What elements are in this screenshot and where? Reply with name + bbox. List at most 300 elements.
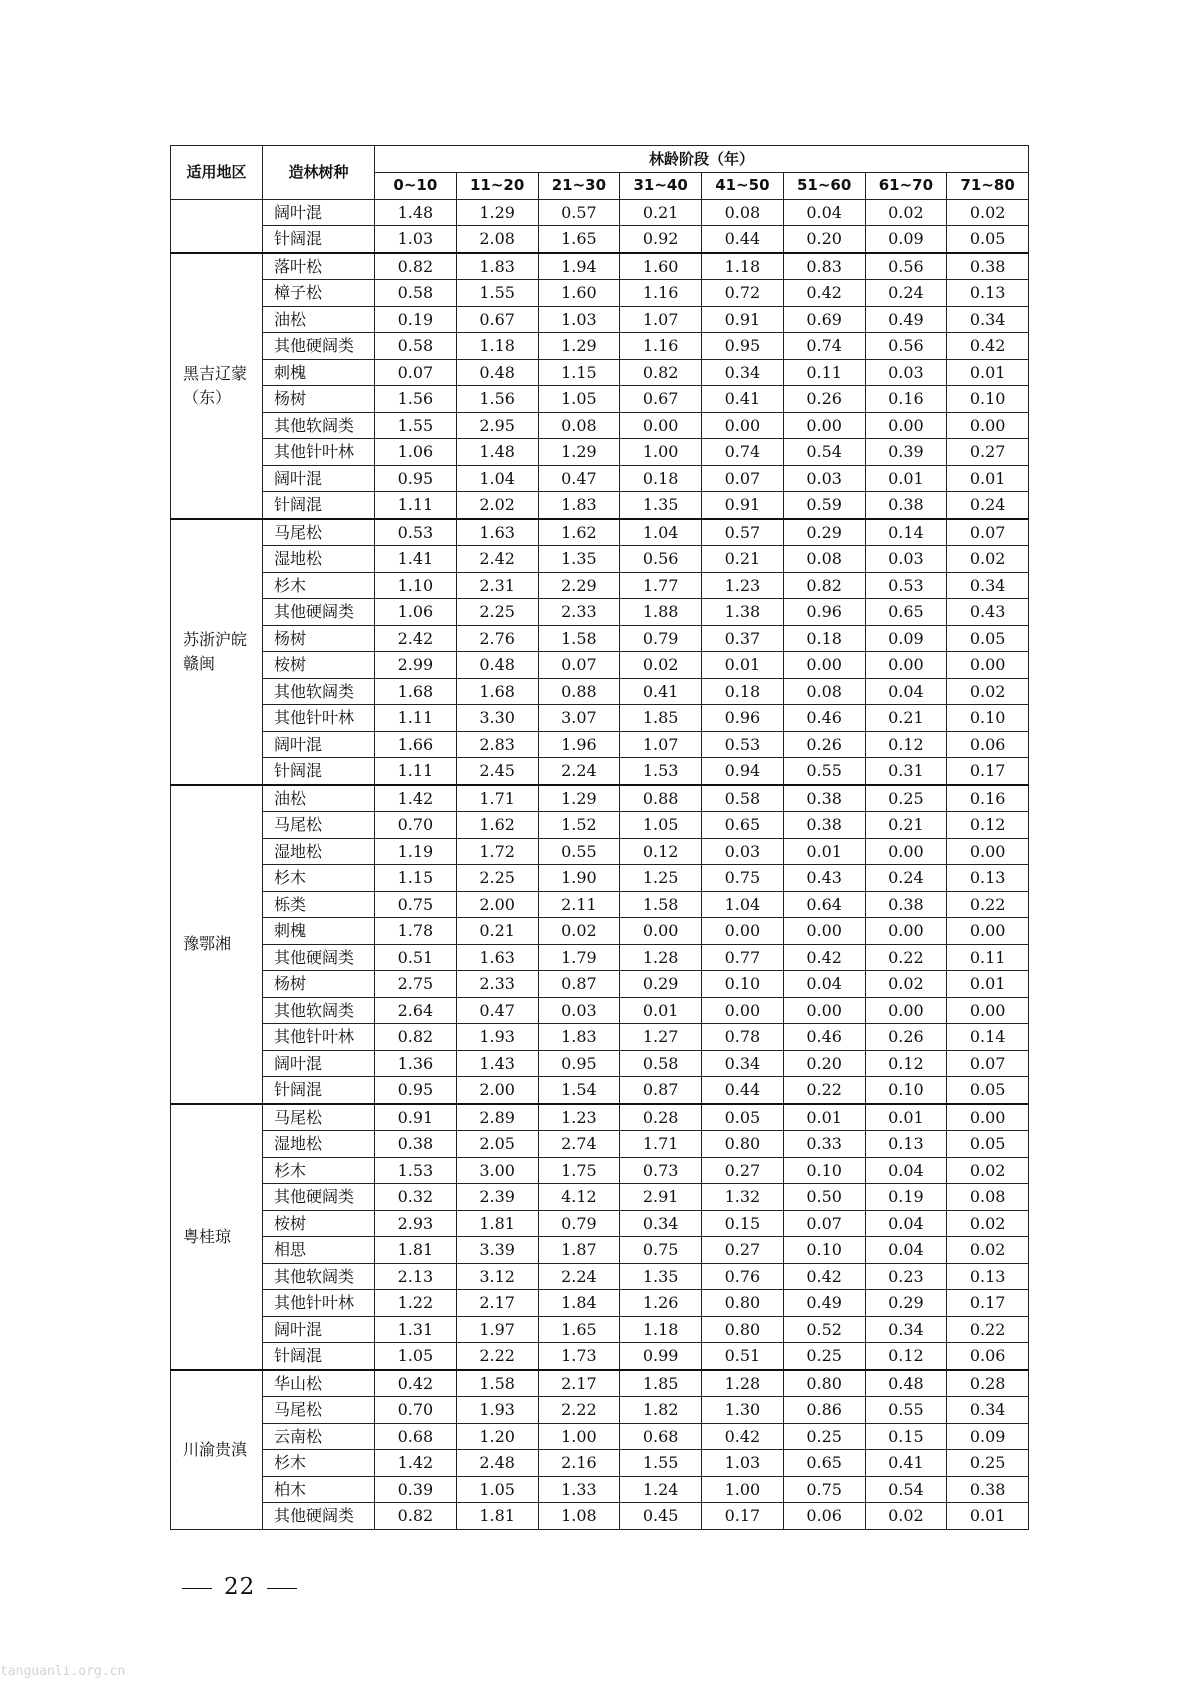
value-cell: 1.03	[702, 1450, 784, 1477]
value-cell: 0.01	[865, 1104, 947, 1131]
value-cell: 0.17	[947, 758, 1029, 785]
value-cell: 1.33	[538, 1476, 620, 1503]
value-cell: 2.17	[538, 1370, 620, 1397]
value-cell: 1.55	[620, 1450, 702, 1477]
value-cell: 1.71	[456, 785, 538, 812]
value-cell: 2.33	[538, 599, 620, 626]
value-cell: 1.75	[538, 1157, 620, 1184]
value-cell: 1.72	[456, 838, 538, 865]
species-cell: 其他硬阔类	[263, 1184, 375, 1211]
value-cell: 2.64	[375, 997, 457, 1024]
value-cell: 1.60	[620, 253, 702, 280]
value-cell: 3.07	[538, 705, 620, 732]
value-cell: 0.73	[620, 1157, 702, 1184]
value-cell: 1.41	[375, 546, 457, 573]
species-cell: 阔叶混	[263, 465, 375, 492]
value-cell: 0.69	[783, 306, 865, 333]
value-cell: 2.42	[375, 625, 457, 652]
value-cell: 0.54	[865, 1476, 947, 1503]
value-cell: 0.13	[947, 1263, 1029, 1290]
value-cell: 1.77	[620, 572, 702, 599]
value-cell: 0.00	[947, 997, 1029, 1024]
value-cell: 2.42	[456, 546, 538, 573]
value-cell: 0.39	[375, 1476, 457, 1503]
value-cell: 0.43	[947, 599, 1029, 626]
value-cell: 0.19	[375, 306, 457, 333]
value-cell: 0.26	[783, 386, 865, 413]
value-cell: 1.82	[620, 1397, 702, 1424]
value-cell: 0.82	[375, 1024, 457, 1051]
value-cell: 0.03	[783, 465, 865, 492]
value-cell: 2.45	[456, 758, 538, 785]
value-cell: 0.24	[865, 280, 947, 307]
species-cell: 其他硬阔类	[263, 333, 375, 360]
value-cell: 2.74	[538, 1131, 620, 1158]
species-cell: 杨树	[263, 971, 375, 998]
value-cell: 0.28	[620, 1104, 702, 1131]
value-cell: 0.07	[947, 1050, 1029, 1077]
value-cell: 0.00	[783, 412, 865, 439]
value-cell: 1.16	[620, 280, 702, 307]
value-cell: 3.12	[456, 1263, 538, 1290]
value-cell: 0.49	[783, 1290, 865, 1317]
table-row	[171, 439, 1029, 466]
value-cell: 1.16	[620, 333, 702, 360]
value-cell: 0.01	[947, 1503, 1029, 1530]
value-cell: 0.14	[865, 519, 947, 546]
value-cell: 1.79	[538, 944, 620, 971]
value-cell: 0.01	[620, 997, 702, 1024]
value-cell: 0.53	[702, 731, 784, 758]
value-cell: 0.94	[702, 758, 784, 785]
value-cell: 0.07	[538, 652, 620, 679]
value-cell: 0.17	[702, 1503, 784, 1530]
value-cell: 0.95	[702, 333, 784, 360]
value-cell: 1.03	[375, 226, 457, 253]
header-age-bin: 51~60	[783, 173, 865, 200]
value-cell: 1.00	[702, 1476, 784, 1503]
value-cell: 0.31	[865, 758, 947, 785]
value-cell: 0.58	[375, 333, 457, 360]
table-row	[171, 359, 1029, 386]
value-cell: 1.25	[620, 865, 702, 892]
value-cell: 2.39	[456, 1184, 538, 1211]
value-cell: 0.55	[783, 758, 865, 785]
value-cell: 1.20	[456, 1423, 538, 1450]
value-cell: 0.02	[947, 1210, 1029, 1237]
value-cell: 1.84	[538, 1290, 620, 1317]
value-cell: 2.95	[456, 412, 538, 439]
value-cell: 0.29	[865, 1290, 947, 1317]
value-cell: 1.11	[375, 758, 457, 785]
header-age-bin: 11~20	[456, 173, 538, 200]
value-cell: 0.39	[865, 439, 947, 466]
value-cell: 0.25	[865, 785, 947, 812]
value-cell: 3.39	[456, 1237, 538, 1264]
value-cell: 1.10	[375, 572, 457, 599]
value-cell: 0.21	[865, 705, 947, 732]
value-cell: 1.38	[702, 599, 784, 626]
value-cell: 0.38	[947, 1476, 1029, 1503]
species-cell: 华山松	[263, 1370, 375, 1397]
value-cell: 0.88	[620, 785, 702, 812]
value-cell: 0.00	[783, 652, 865, 679]
value-cell: 0.12	[620, 838, 702, 865]
species-cell: 其他软阔类	[263, 997, 375, 1024]
value-cell: 4.12	[538, 1184, 620, 1211]
value-cell: 1.48	[375, 199, 457, 226]
value-cell: 0.02	[947, 678, 1029, 705]
value-cell: 0.16	[865, 386, 947, 413]
value-cell: 1.53	[620, 758, 702, 785]
value-cell: 0.38	[865, 891, 947, 918]
value-cell: 0.00	[947, 918, 1029, 945]
value-cell: 1.71	[620, 1131, 702, 1158]
value-cell: 0.00	[620, 412, 702, 439]
value-cell: 2.02	[456, 492, 538, 519]
value-cell: 0.22	[783, 1077, 865, 1104]
value-cell: 0.08	[947, 1184, 1029, 1211]
value-cell: 0.12	[947, 812, 1029, 839]
table-row	[171, 997, 1029, 1024]
value-cell: 1.53	[375, 1157, 457, 1184]
value-cell: 1.60	[538, 280, 620, 307]
region-cell: 川渝贵滇	[171, 1370, 263, 1530]
header-age-bin: 21~30	[538, 173, 620, 200]
value-cell: 0.51	[375, 944, 457, 971]
table-row	[171, 918, 1029, 945]
page-number-text: 22	[224, 1574, 256, 1600]
value-cell: 1.81	[375, 1237, 457, 1264]
value-cell: 0.83	[783, 253, 865, 280]
value-cell: 0.65	[702, 812, 784, 839]
value-cell: 1.55	[375, 412, 457, 439]
species-cell: 杨树	[263, 386, 375, 413]
value-cell: 0.37	[702, 625, 784, 652]
value-cell: 0.21	[620, 199, 702, 226]
value-cell: 0.18	[783, 625, 865, 652]
value-cell: 0.38	[783, 812, 865, 839]
value-cell: 0.08	[783, 546, 865, 573]
value-cell: 0.95	[538, 1050, 620, 1077]
value-cell: 1.55	[456, 280, 538, 307]
value-cell: 0.79	[620, 625, 702, 652]
value-cell: 0.38	[865, 492, 947, 519]
value-cell: 1.35	[620, 1263, 702, 1290]
value-cell: 0.00	[947, 652, 1029, 679]
table-body	[171, 199, 1029, 1529]
table-row	[171, 678, 1029, 705]
value-cell: 2.22	[538, 1397, 620, 1424]
value-cell: 0.64	[783, 891, 865, 918]
header-region: 适用地区	[171, 146, 263, 200]
value-cell: 1.87	[538, 1237, 620, 1264]
table-header	[171, 146, 1029, 200]
value-cell: 0.47	[456, 997, 538, 1024]
value-cell: 0.42	[375, 1370, 457, 1397]
value-cell: 1.04	[456, 465, 538, 492]
value-cell: 1.90	[538, 865, 620, 892]
value-cell: 0.00	[947, 838, 1029, 865]
value-cell: 0.24	[947, 492, 1029, 519]
value-cell: 0.68	[375, 1423, 457, 1450]
value-cell: 1.43	[456, 1050, 538, 1077]
species-cell: 柏木	[263, 1476, 375, 1503]
value-cell: 2.91	[620, 1184, 702, 1211]
value-cell: 0.21	[702, 546, 784, 573]
value-cell: 1.58	[620, 891, 702, 918]
value-cell: 1.15	[538, 359, 620, 386]
species-cell: 杉木	[263, 865, 375, 892]
header-species: 造林树种	[263, 146, 375, 200]
value-cell: 0.02	[947, 546, 1029, 573]
value-cell: 1.81	[456, 1210, 538, 1237]
region-cell	[171, 199, 263, 253]
species-cell: 杉木	[263, 572, 375, 599]
value-cell: 2.89	[456, 1104, 538, 1131]
table-row	[171, 1423, 1029, 1450]
value-cell: 0.50	[783, 1184, 865, 1211]
value-cell: 0.65	[865, 599, 947, 626]
table-row	[171, 838, 1029, 865]
value-cell: 1.28	[620, 944, 702, 971]
table-row	[171, 412, 1029, 439]
value-cell: 0.09	[865, 226, 947, 253]
value-cell: 0.88	[538, 678, 620, 705]
table-row	[171, 333, 1029, 360]
value-cell: 0.58	[620, 1050, 702, 1077]
value-cell: 0.01	[702, 652, 784, 679]
value-cell: 0.38	[375, 1131, 457, 1158]
value-cell: 1.05	[620, 812, 702, 839]
value-cell: 0.34	[947, 572, 1029, 599]
species-cell: 阔叶混	[263, 1316, 375, 1343]
value-cell: 0.15	[865, 1423, 947, 1450]
value-cell: 0.01	[947, 465, 1029, 492]
value-cell: 0.68	[620, 1423, 702, 1450]
value-cell: 1.31	[375, 1316, 457, 1343]
value-cell: 0.04	[865, 678, 947, 705]
species-cell: 杉木	[263, 1157, 375, 1184]
value-cell: 0.70	[375, 1397, 457, 1424]
value-cell: 0.00	[947, 412, 1029, 439]
value-cell: 0.70	[375, 812, 457, 839]
value-cell: 0.74	[783, 333, 865, 360]
value-cell: 1.00	[538, 1423, 620, 1450]
value-cell: 0.28	[947, 1370, 1029, 1397]
value-cell: 0.27	[947, 439, 1029, 466]
value-cell: 2.16	[538, 1450, 620, 1477]
value-cell: 0.29	[620, 971, 702, 998]
value-cell: 1.03	[538, 306, 620, 333]
value-cell: 1.29	[538, 785, 620, 812]
value-cell: 0.77	[702, 944, 784, 971]
table-row	[171, 1370, 1029, 1397]
value-cell: 0.48	[456, 652, 538, 679]
value-cell: 0.09	[865, 625, 947, 652]
value-cell: 0.14	[947, 1024, 1029, 1051]
region-cell: 豫鄂湘	[171, 785, 263, 1104]
value-cell: 0.07	[947, 519, 1029, 546]
species-cell: 其他硬阔类	[263, 1503, 375, 1530]
table-row	[171, 465, 1029, 492]
table-row	[171, 492, 1029, 519]
value-cell: 0.82	[620, 359, 702, 386]
value-cell: 0.52	[783, 1316, 865, 1343]
carbon-coefficient-table	[170, 145, 1029, 1530]
value-cell: 1.62	[538, 519, 620, 546]
page-dash-left	[182, 1588, 212, 1589]
value-cell: 1.83	[538, 1024, 620, 1051]
value-cell: 0.18	[620, 465, 702, 492]
value-cell: 0.34	[865, 1316, 947, 1343]
value-cell: 2.83	[456, 731, 538, 758]
value-cell: 0.07	[375, 359, 457, 386]
value-cell: 0.25	[783, 1423, 865, 1450]
value-cell: 0.44	[702, 1077, 784, 1104]
value-cell: 0.04	[783, 971, 865, 998]
value-cell: 0.58	[702, 785, 784, 812]
value-cell: 0.13	[947, 865, 1029, 892]
value-cell: 0.00	[865, 412, 947, 439]
value-cell: 0.12	[865, 1050, 947, 1077]
value-cell: 0.26	[865, 1024, 947, 1051]
value-cell: 3.30	[456, 705, 538, 732]
species-cell: 其他针叶林	[263, 705, 375, 732]
value-cell: 1.35	[538, 546, 620, 573]
value-cell: 0.00	[865, 838, 947, 865]
species-cell: 针阔混	[263, 1077, 375, 1104]
value-cell: 1.18	[702, 253, 784, 280]
value-cell: 0.54	[783, 439, 865, 466]
value-cell: 0.12	[865, 1343, 947, 1370]
value-cell: 0.56	[865, 333, 947, 360]
value-cell: 0.10	[783, 1157, 865, 1184]
value-cell: 0.91	[702, 306, 784, 333]
value-cell: 0.99	[620, 1343, 702, 1370]
table-row	[171, 1104, 1029, 1131]
value-cell: 0.00	[865, 652, 947, 679]
value-cell: 0.11	[947, 944, 1029, 971]
value-cell: 1.63	[456, 944, 538, 971]
page-dash-right	[267, 1588, 297, 1589]
value-cell: 0.01	[947, 359, 1029, 386]
value-cell: 0.02	[947, 1157, 1029, 1184]
value-cell: 0.27	[702, 1237, 784, 1264]
value-cell: 1.88	[620, 599, 702, 626]
value-cell: 2.25	[456, 865, 538, 892]
value-cell: 0.27	[702, 1157, 784, 1184]
value-cell: 1.29	[456, 199, 538, 226]
value-cell: 0.43	[783, 865, 865, 892]
table-row	[171, 386, 1029, 413]
value-cell: 0.10	[865, 1077, 947, 1104]
value-cell: 0.01	[947, 971, 1029, 998]
species-cell: 马尾松	[263, 812, 375, 839]
species-cell: 湿地松	[263, 838, 375, 865]
species-cell: 其他软阔类	[263, 1263, 375, 1290]
value-cell: 0.04	[865, 1210, 947, 1237]
species-cell: 落叶松	[263, 253, 375, 280]
value-cell: 0.06	[947, 1343, 1029, 1370]
value-cell: 2.00	[456, 1077, 538, 1104]
value-cell: 0.25	[783, 1343, 865, 1370]
value-cell: 2.00	[456, 891, 538, 918]
value-cell: 0.15	[702, 1210, 784, 1237]
value-cell: 0.59	[783, 492, 865, 519]
species-cell: 湿地松	[263, 1131, 375, 1158]
value-cell: 0.55	[538, 838, 620, 865]
value-cell: 2.99	[375, 652, 457, 679]
value-cell: 0.65	[783, 1450, 865, 1477]
species-cell: 油松	[263, 785, 375, 812]
value-cell: 1.65	[538, 226, 620, 253]
value-cell: 0.02	[865, 1503, 947, 1530]
table-row	[171, 599, 1029, 626]
species-cell: 阔叶混	[263, 199, 375, 226]
value-cell: 1.42	[375, 1450, 457, 1477]
value-cell: 0.75	[620, 1237, 702, 1264]
value-cell: 0.08	[538, 412, 620, 439]
value-cell: 1.32	[702, 1184, 784, 1211]
species-cell: 其他硬阔类	[263, 599, 375, 626]
value-cell: 1.78	[375, 918, 457, 945]
table-row	[171, 865, 1029, 892]
species-cell: 樟子松	[263, 280, 375, 307]
value-cell: 1.68	[456, 678, 538, 705]
value-cell: 0.87	[538, 971, 620, 998]
value-cell: 0.56	[620, 546, 702, 573]
value-cell: 0.00	[947, 1104, 1029, 1131]
value-cell: 0.80	[702, 1131, 784, 1158]
value-cell: 2.75	[375, 971, 457, 998]
value-cell: 1.22	[375, 1290, 457, 1317]
table-row	[171, 971, 1029, 998]
value-cell: 0.20	[783, 1050, 865, 1077]
table-row	[171, 306, 1029, 333]
value-cell: 0.41	[702, 386, 784, 413]
value-cell: 0.00	[702, 412, 784, 439]
table-row	[171, 1184, 1029, 1211]
value-cell: 0.04	[865, 1237, 947, 1264]
value-cell: 0.22	[947, 1316, 1029, 1343]
value-cell: 0.02	[865, 199, 947, 226]
value-cell: 1.93	[456, 1397, 538, 1424]
value-cell: 0.51	[702, 1343, 784, 1370]
table-row	[171, 1450, 1029, 1477]
species-cell: 阔叶混	[263, 731, 375, 758]
value-cell: 1.04	[702, 891, 784, 918]
value-cell: 0.80	[702, 1290, 784, 1317]
value-cell: 0.48	[456, 359, 538, 386]
value-cell: 0.00	[783, 997, 865, 1024]
value-cell: 0.75	[702, 865, 784, 892]
value-cell: 1.27	[620, 1024, 702, 1051]
value-cell: 1.29	[538, 439, 620, 466]
value-cell: 0.29	[783, 519, 865, 546]
value-cell: 0.45	[620, 1503, 702, 1530]
table-row	[171, 1131, 1029, 1158]
table-row	[171, 1290, 1029, 1317]
species-cell: 湿地松	[263, 546, 375, 573]
value-cell: 0.10	[947, 705, 1029, 732]
value-cell: 0.07	[783, 1210, 865, 1237]
value-cell: 2.24	[538, 758, 620, 785]
table-row	[171, 812, 1029, 839]
header-age-bin: 41~50	[702, 173, 784, 200]
value-cell: 0.01	[865, 465, 947, 492]
watermark: tanguanli.org.cn	[0, 1664, 126, 1679]
